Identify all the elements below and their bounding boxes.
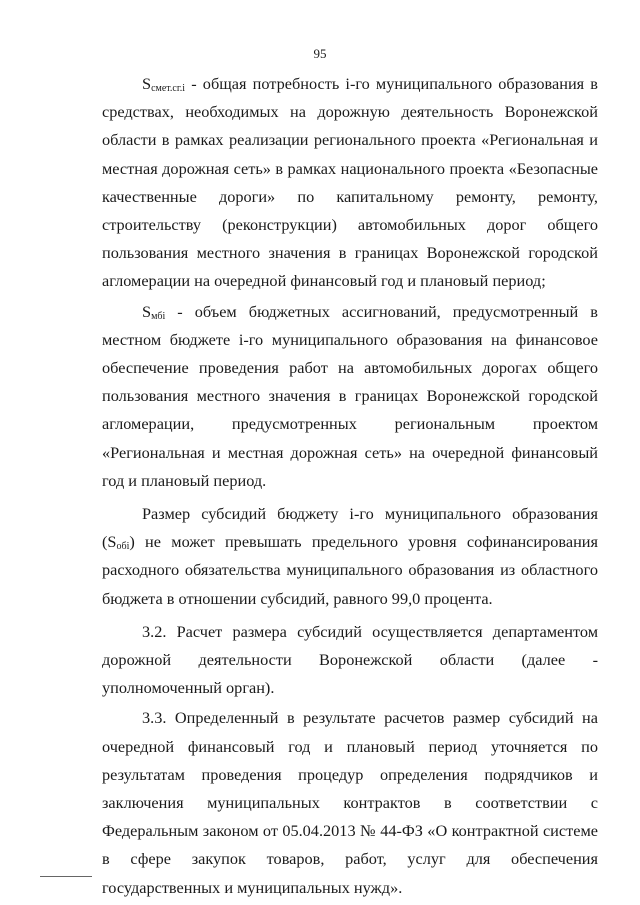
subscript-mb: мбi (151, 310, 166, 322)
paragraph-text: - общая потребность i-го муниципального образования в средствах, необходимых на дорожную деятельность Воронежской области в рамках реализации регионального проекта «Региональная и местная дорожная сеть» в рамках национального проекта «Безопасные качественные дороги» по капитальному ремонту, ремонту, строительству (реконструкции) автомобильных дорог общего пользования местного значения в границах Воронежской городской агломерации на очередной финансовый год и плановый период; (102, 74, 598, 291)
subscript-smet: смет.сг.i (151, 83, 186, 94)
paragraph-text-after: ) не может превышать предельного уровня софинансирования расходного обязательства муниципального образования из областного бюджета в отношении субсидий, равного 99,0 процента. (102, 532, 598, 608)
paragraph-s-mb (102, 298, 598, 495)
page-number: 95 (313, 46, 327, 61)
paragraph-3-3: 3.3. Определенный в результате расчетов размер субсидий на очередной финансовый год и плановый период уточняется по результатам проведения процедур определения подрядчиков и заключения муниципальных контрактов в соответствии с Федеральным законом от 05.04.2013 № 44-ФЗ «О контрактной системе в сфере закупок товаров, работ, услуг для обеспечения государственных и муниципальных нужд». (102, 708, 598, 897)
paragraph-text: - объем бюджетных ассигнований, предусмотренный в местном бюджете i-го муниципального образования на финансовое обеспечение проведения работ на автомобильных дорогах общего пользования местного значения в границах Воронежской городской агломерации, предусмотренных региональным проектом «Региональная и местная дорожная сеть» на очередной финансовый год и плановый период. (102, 301, 598, 490)
footer-rule (40, 876, 92, 877)
document-body (102, 70, 598, 902)
paragraph-s-smet (102, 70, 598, 296)
paragraph-subsidy-limit (102, 500, 598, 613)
paragraph-text-before: Размер субсидий бюджету i-го муниципального образования (S (102, 504, 598, 552)
subscript-ob: обi (116, 541, 130, 553)
symbol-s: S (142, 301, 152, 321)
symbol-s: S (142, 74, 152, 93)
paragraph-3-2: 3.2. Расчет размера субсидий осуществляется департаментом дорожной деятельности Воронежской области (далее - уполномоченный орган). (102, 621, 598, 698)
